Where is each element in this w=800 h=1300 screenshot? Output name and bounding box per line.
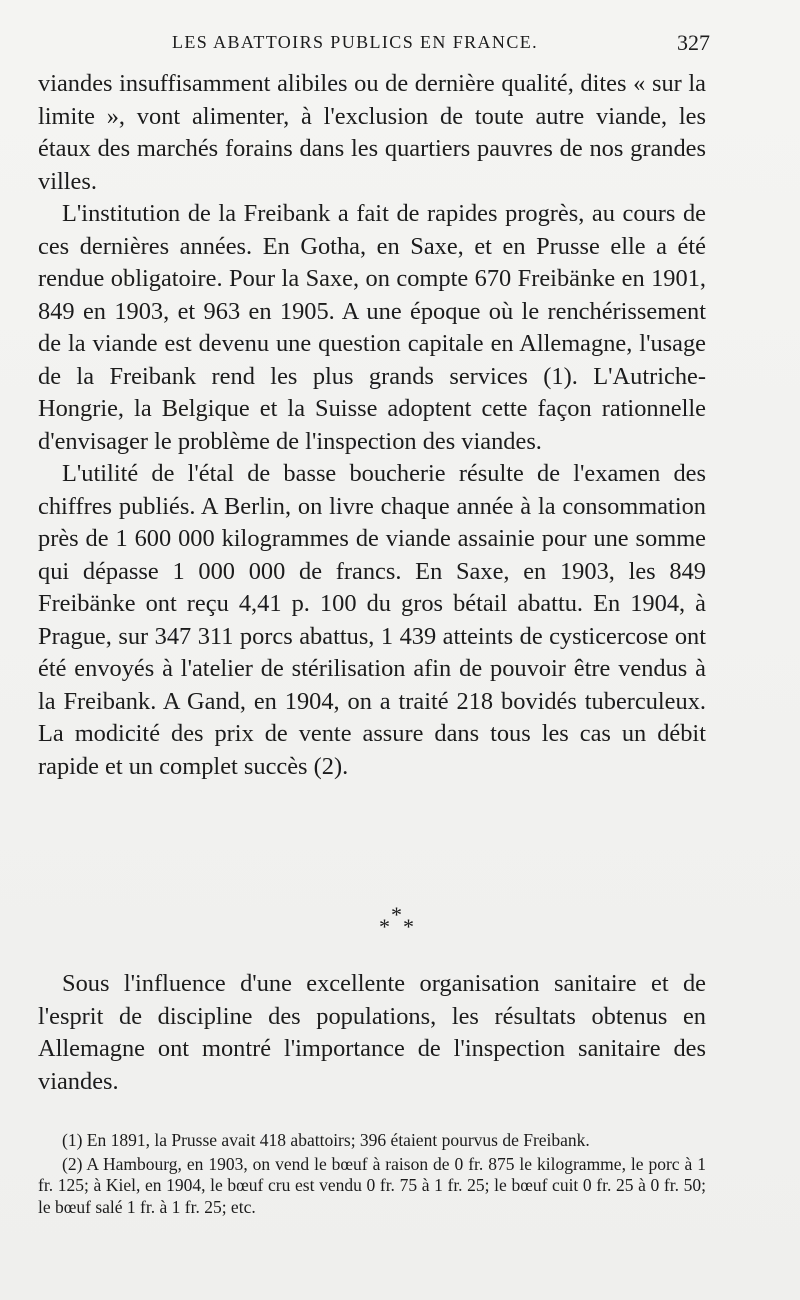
asterism-star: * xyxy=(379,914,390,939)
paragraph-utility-figures: L'utilité de l'étal de basse boucherie résulte de l'examen des chiffres publiés. A Berlin, on livre chaque année à la consommation près de 1 600 000 kilogrammes de viande assainie pour une somme qui dépasse 1 000 000 de francs. En Saxe, en 1903, les 849 Freibänke ont reçu 4,41 p. 100 du gros bétail abattu. En 1904, à Prague, sur 347 311 porcs abattus, 1 439 atteints de cysticercose ont été envoyés à l'atelier de stérilisation afin de pouvoir être vendus à la Freibank. A Gand, en 1904, on a traité 218 bovidés tuberculeux. La modicité des prix de vente assure dans tous les cas un débit rapide et un complet succès (2). xyxy=(38,460,706,780)
section-asterism xyxy=(375,902,425,942)
asterism-star: * xyxy=(403,914,414,939)
footnote-2: (2) A Hambourg, en 1903, on vend le bœuf à raison de 0 fr. 875 le kilogramme, le porc à 1 fr. 125; à Kiel, en 1904, le bœuf cru est vendu 0 fr. 75 à 1 fr. 25; le bœuf cuit 0 fr. 25 à 0 fr. 50; le bœuf salé 1 fr. à 1 fr. 25; etc. xyxy=(38,1153,706,1217)
paragraph-closing: Sous l'influence d'une excellente organisation sanitaire et de l'esprit de discipline des populations, les résultats obtenus en Allemagne ont montré l'importance de l'inspection sanitaire des viandes. xyxy=(38,970,706,1095)
closing-section xyxy=(38,968,706,1098)
running-head xyxy=(38,30,710,60)
paragraph-freibank-progress: L'institution de la Freibank a fait de rapides progrès, au cours de ces dernières années. En Gotha, en Saxe, et en Prusse elle a été rendue obligatoire. Pour la Saxe, on compte 670 Freibänke en 1901, 849 en 1903, et 963 en 1905. A une époque où le renchérissement de la viande est devenu une question capitale en Allemagne, l'usage de la Freibank rend les plus grands services (1). L'Autriche-Hongrie, la Belgique et la Suisse adoptent cette façon rationnelle d'envisager le problème de l'inspection des viandes. xyxy=(38,200,706,455)
asterism-star: * xyxy=(391,902,402,927)
main-text xyxy=(38,68,706,783)
footnotes xyxy=(38,1130,706,1220)
footnote-1: (1) En 1891, la Prusse avait 418 abattoirs; 396 étaient pourvus de Freibank. xyxy=(62,1130,590,1150)
running-title: LES ABATTOIRS PUBLICS EN FRANCE. xyxy=(172,32,539,52)
page-number: 327 xyxy=(677,30,710,55)
paragraph-continued: viandes insuffisamment alibiles ou de dernière qualité, dites « sur la limite », vont alimenter, à l'exclusion de toute autre viande, les étaux des marchés forains dans les quartiers pauvres de nos grandes villes. xyxy=(38,70,706,195)
